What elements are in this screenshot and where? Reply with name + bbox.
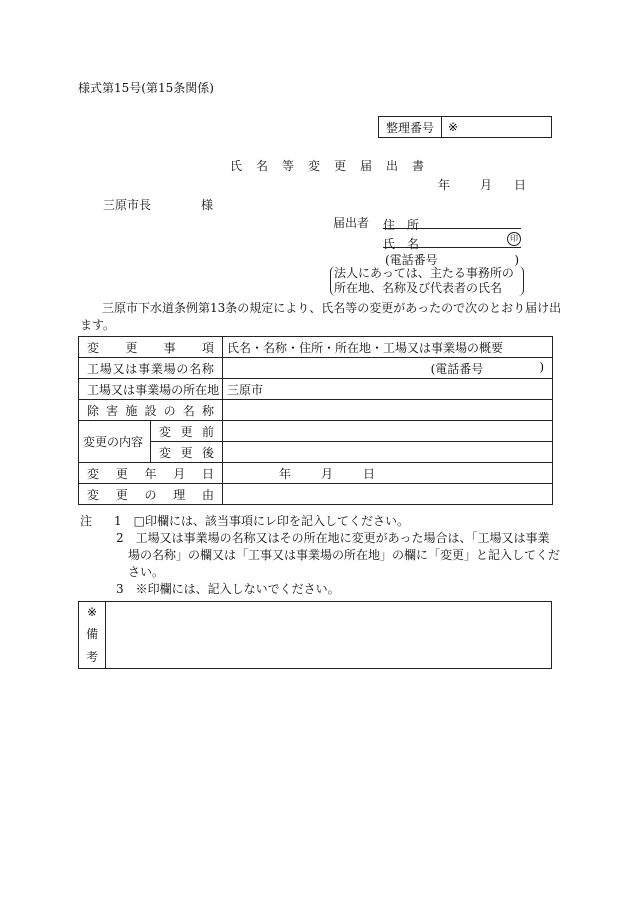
label-char: 又	[112, 361, 125, 376]
after-change-value[interactable]	[223, 442, 553, 463]
label-char: 変	[159, 424, 172, 439]
label-char: 月	[173, 466, 186, 481]
reference-number-box	[378, 116, 552, 138]
label-char: 称	[201, 403, 214, 418]
label-char: 場	[163, 361, 176, 376]
change-date-month: 月	[321, 466, 334, 481]
treatment-facility-label-cell	[79, 400, 223, 421]
label-char: 更	[180, 424, 193, 439]
table-row	[79, 337, 553, 358]
label-char: 工	[87, 361, 100, 376]
facility-location-label	[87, 381, 220, 398]
notes-section	[80, 513, 561, 598]
corporation-note-line1: 法人にあっては、主たる事務所の	[334, 266, 514, 280]
intro-line2: ます。	[80, 318, 116, 332]
table-row	[79, 358, 553, 379]
label-char: 更	[180, 445, 193, 460]
note-2a: 2 工場又は事業場の名称又はその所在地に変更があった場合は、「工場又は事業	[116, 531, 550, 545]
change-date-value[interactable]	[223, 463, 553, 484]
label-char: 後	[201, 445, 214, 460]
phone-label: (電話番号	[385, 253, 438, 267]
seal-mark: 印	[507, 232, 521, 246]
label-char: 名	[182, 403, 195, 418]
change-reason-label	[87, 486, 214, 503]
label-char: 称	[201, 361, 214, 376]
document-title: 氏名等変更届出書	[230, 159, 439, 173]
label-char: 事	[135, 382, 148, 397]
treatment-facility-value[interactable]	[223, 400, 553, 421]
label-char: 所	[183, 382, 196, 397]
facility-phone-close: )	[539, 359, 544, 374]
facility-location-value[interactable]: 三原市	[223, 379, 553, 400]
remarks-mark: ※	[86, 605, 98, 619]
name-label: 氏 名	[383, 237, 420, 251]
remarks-label	[79, 602, 106, 668]
facility-name-label	[87, 360, 214, 377]
address-label: 住 所	[383, 218, 420, 232]
table-row	[79, 400, 553, 421]
treatment-facility-label	[87, 402, 214, 419]
label-char: 在	[195, 382, 208, 397]
label-char: 更	[115, 466, 128, 481]
label-char: の	[171, 382, 184, 397]
label-char: 前	[201, 424, 214, 439]
label-char: の	[144, 487, 157, 502]
name-field[interactable]	[383, 233, 521, 251]
label-char: の	[163, 403, 176, 418]
remarks-content[interactable]	[106, 602, 551, 668]
label-char: 業	[150, 361, 163, 376]
reference-number-label: 整理番号	[379, 117, 442, 137]
intro-text	[80, 300, 562, 334]
corporation-note	[330, 266, 524, 296]
table-row	[79, 421, 553, 442]
label-char: 業	[147, 382, 160, 397]
label-char: 日	[201, 466, 214, 481]
change-date-day: 日	[363, 466, 376, 481]
label-char: 変	[87, 487, 100, 502]
change-item-label	[87, 339, 214, 356]
label-char: 変	[87, 466, 100, 481]
label-char: 地	[207, 382, 220, 397]
facility-location-label-cell	[79, 379, 223, 400]
label-char: 場	[159, 382, 172, 397]
label-char: 設	[144, 403, 157, 418]
phone-close: )	[514, 253, 519, 267]
corporation-note-line2: 所在地、名称及び代表者の氏名	[334, 281, 503, 295]
label-char: の	[176, 361, 189, 376]
address-field[interactable]	[383, 214, 521, 232]
before-change-label-cell	[151, 421, 223, 442]
facility-name-value[interactable]	[223, 358, 553, 379]
label-char: 工	[87, 382, 100, 397]
after-change-label	[159, 444, 214, 461]
change-reason-value[interactable]	[223, 484, 553, 505]
applicant-label: 届出者	[333, 216, 370, 230]
before-change-value[interactable]	[223, 421, 553, 442]
addressee-honorific: 様	[201, 198, 214, 212]
label-char: 名	[189, 361, 202, 376]
label-char: 由	[201, 487, 214, 502]
remarks-char-2: 考	[85, 650, 98, 664]
label-char: 除	[87, 403, 100, 418]
addressee	[103, 199, 213, 211]
label-char: 場	[99, 382, 112, 397]
facility-phone-label: (電話番号	[430, 361, 484, 376]
change-item-label-cell	[79, 337, 223, 358]
change-item-value[interactable]: 氏名・名称・住所・所在地・工場又は事業場の概要	[223, 337, 553, 358]
change-reason-label-cell	[79, 484, 223, 505]
label-char: 害	[106, 403, 119, 418]
table-row	[79, 463, 553, 484]
label-char: 更	[125, 340, 138, 355]
label-char: 場	[99, 361, 112, 376]
change-date-year: 年	[279, 466, 292, 481]
table-row	[79, 484, 553, 505]
date-day: 日	[514, 178, 527, 192]
label-char: は	[123, 382, 136, 397]
intro-line1: 三原市下水道条例第13条の規定により、氏名等の変更があったので次のとおり届け出	[102, 301, 562, 315]
reference-number-value: ※	[448, 120, 459, 134]
label-char: 年	[144, 466, 157, 481]
form-number: 様式第15号(第15条関係)	[78, 81, 214, 95]
date-month: 月	[480, 178, 493, 192]
label-char: 更	[115, 487, 128, 502]
change-date-label	[87, 465, 214, 482]
facility-name-label-cell	[79, 358, 223, 379]
label-char: 事	[138, 361, 151, 376]
phone-line	[385, 254, 519, 266]
table-row	[79, 442, 553, 463]
before-change-label	[159, 423, 214, 440]
remarks-char-1: 備	[85, 627, 98, 641]
label-char: 又	[111, 382, 124, 397]
after-change-label-cell	[151, 442, 223, 463]
note-1: 注 1 □印欄には、該当事項にレ印を記入してください。	[80, 514, 409, 528]
label-char: 事	[163, 340, 176, 355]
change-date-label-cell	[79, 463, 223, 484]
note-2c: さい。	[128, 565, 165, 579]
notes-prefix: 注	[80, 514, 93, 528]
note-3: 3 ※印欄には、記入しないでください。	[116, 582, 340, 596]
label-char: 施	[125, 403, 138, 418]
label-char: 変	[159, 445, 172, 460]
date-year: 年	[438, 178, 451, 192]
change-content-label: 変更の内容	[79, 421, 151, 463]
change-details-table	[78, 336, 553, 505]
table-row	[79, 379, 553, 400]
addressee-name: 三原市長	[103, 198, 152, 212]
label-char: 項	[201, 340, 214, 355]
submission-date	[438, 179, 526, 191]
label-char: は	[125, 361, 138, 376]
note-2b: 場の名称」の欄又は「工事又は事業場の所在地」の欄に「変更」と記入してくだ	[128, 548, 561, 562]
label-char: 変	[87, 340, 100, 355]
remarks-box	[78, 601, 552, 669]
label-char: 理	[173, 487, 186, 502]
